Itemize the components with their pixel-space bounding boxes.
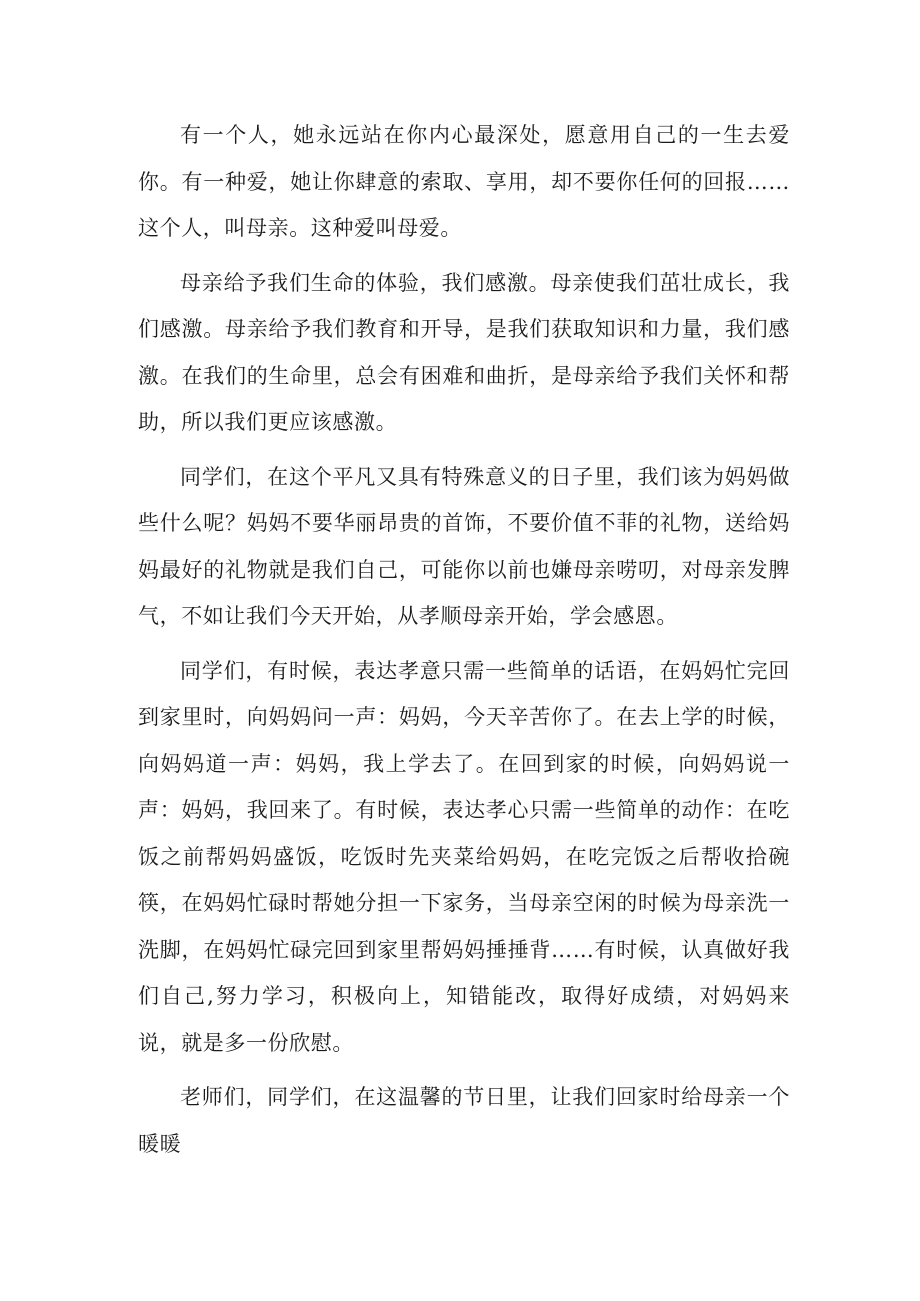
- paragraph-4: 同学们，有时候，表达孝意只需一些简单的话语，在妈妈忙完回到家里时，向妈妈问一声：妈妈，今天辛苦你了。在去上学的时候，向妈妈道一声：妈妈，我上学去了。在回到家的时候，向妈妈说一声：妈妈，我回来了。有时候，表达孝心只需一些简单的动作：在吃饭之前帮妈妈盛饭，吃饭时先夹菜给妈妈，在吃完饭之后帮收拾碗筷，在妈妈忙碌时帮她分担一下家务，当母亲空闲的时候为母亲洗一洗脚，在妈妈忙碌完回到家里帮妈妈捶捶背……有时候，认真做好我们自己,努力学习，积极向上，知错能改，取得好成绩，对妈妈来说，就是多一份欣慰。: [138, 658, 790, 1055]
- paragraph-1: 有一个人，她永远站在你内心最深处，愿意用自己的一生去爱你。有一种爱，她让你肆意的索取、享用，却不要你任何的回报……这个人，叫母亲。这种爱叫母爱。: [138, 123, 790, 240]
- paragraph-2: 母亲给予我们生命的体验，我们感激。母亲使我们茁壮成长，我们感激。母亲给予我们教育和开导，是我们获取知识和力量，我们感激。在我们的生命里，总会有困难和曲折，是母亲给予我们关怀和帮助，所以我们更应该感激。: [138, 270, 790, 434]
- document-body: [138, 112, 790, 1167]
- paragraph-5: 老师们，同学们，在这温馨的节日里，让我们回家时给母亲一个暖暖: [138, 1085, 790, 1156]
- paragraph-3: 同学们，在这个平凡又具有特殊意义的日子里，我们该为妈妈做些什么呢？妈妈不要华丽昂贵的首饰，不要价值不菲的礼物，送给妈妈最好的礼物就是我们自己，可能你以前也嫌母亲唠叨，对母亲发脾气，不如让我们今天开始，从孝顺母亲开始，学会感恩。: [138, 464, 790, 628]
